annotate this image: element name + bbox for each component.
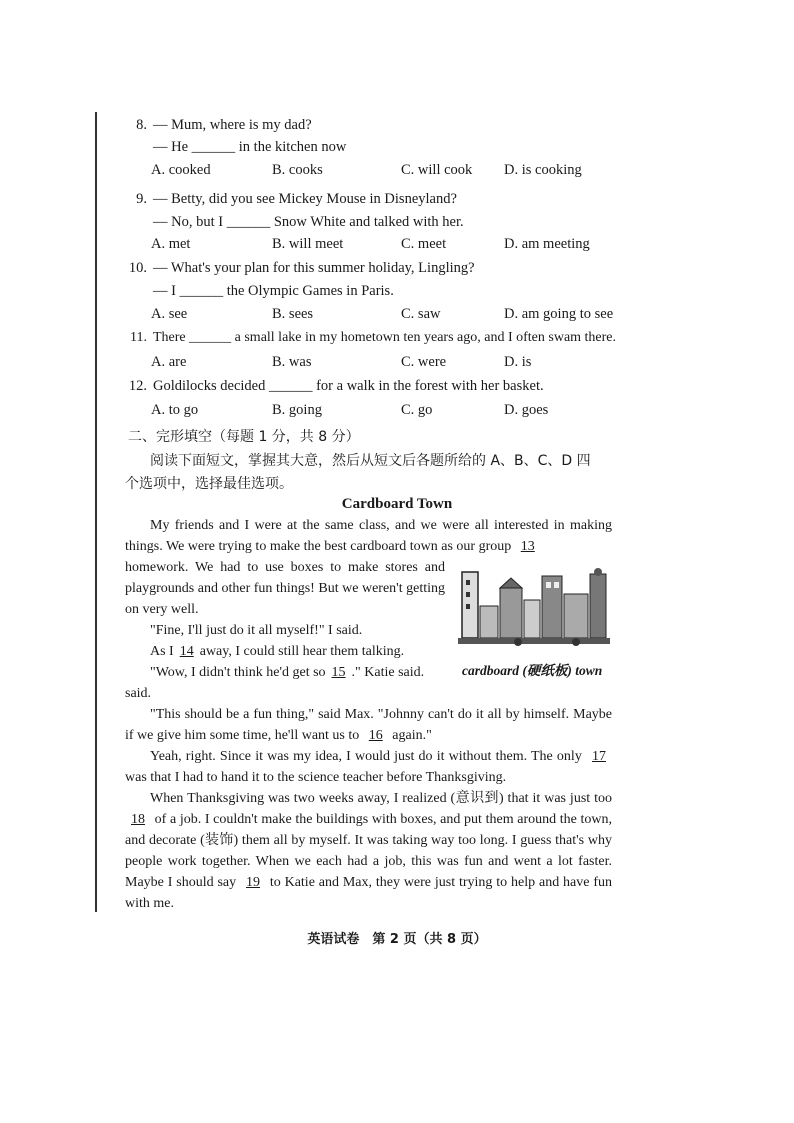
option-d: D. is: [504, 354, 532, 370]
option-a: A. to go: [151, 402, 199, 418]
question-11: 11. There ______ a small lake in my hometown ten years ago, and I often swam there.: [130, 330, 617, 345]
passage-paragraph: "This should be a fun thing," said Max. "Johnny can't do it all by himself. Maybe if we give him some time, he'll want us to 16 again.": [125, 707, 612, 743]
passage-paragraph: As I 14 away, I could still hear them talking.: [150, 644, 405, 659]
page-footer: 英语试卷 第 2 页（共 8 页）: [307, 932, 487, 947]
question-line: — Mum, where is my dad?: [153, 117, 312, 133]
blank-17: 17: [592, 749, 606, 764]
passage-paragraph: Yeah, right. Since it was my idea, I would just do it without them. The only 17 was that I had to hand it to the science teacher before Thanksgiving.: [125, 746, 612, 788]
passage-paragraph: said.: [125, 686, 152, 701]
option-c: C. saw: [401, 306, 441, 322]
question-line: — No, but I ______ Snow White and talked with her.: [153, 214, 464, 230]
option-d: D. goes: [504, 402, 549, 418]
option-a: A. cooked: [151, 162, 211, 178]
blank-19: 19: [245, 875, 260, 890]
question-line: There ______ a small lake in my hometown ten years ago, and I often swam there.: [153, 330, 617, 345]
option-b: B. going: [272, 402, 322, 418]
option-b: B. sees: [272, 306, 314, 322]
option-c: C. meet: [401, 236, 447, 252]
option-c: C. will cook: [401, 162, 473, 178]
passage-paragraph: My friends and I were at the same class, and we were all interested in making things. We were trying to make the best cardboard town as our group 13: [125, 518, 612, 554]
option-b: B. will meet: [272, 236, 344, 252]
question-line: — Betty, did you see Mickey Mouse in Disneyland?: [153, 191, 457, 207]
option-a: A. are: [151, 354, 187, 370]
passage-paragraph: homework. We had to use boxes to make stores and playgrounds and other fun things! But we weren't getting on very well.: [125, 560, 445, 617]
section-heading: 二、完形填空（每题 1 分，共 8 分）: [128, 429, 360, 445]
blank-14: 14: [179, 644, 194, 659]
blank-18: 18: [131, 812, 145, 827]
passage-paragraph: When Thanksgiving was two weeks away, I realized (意识到) that it was just too 18 of a job. I couldn't make the buildings with boxes, and put them around the town, and decorate (装饰) them all by myself. It was taking way too long. I guess that's why people work together. When we each had a job, this was fun and went a lot faster. Maybe I should say 19 to Katie and Max, they were just trying to help and have fun with me.: [125, 791, 613, 911]
passage-title: Cardboard Town: [341, 496, 453, 512]
question-line: — What's your plan for this summer holiday, Lingling?: [153, 260, 475, 276]
cardboard-town-image: [458, 566, 610, 648]
question-9: 9. — Betty, did you see Mickey Mouse in Disneyland?: [136, 191, 457, 207]
option-d: D. am meeting: [504, 236, 590, 252]
option-c: C. were: [401, 354, 447, 370]
blank-13: 13: [520, 539, 535, 554]
option-d: D. is cooking: [504, 162, 582, 178]
blank-16: 16: [368, 728, 383, 743]
question-line: Goldilocks decided ______ for a walk in the forest with her basket.: [153, 378, 544, 394]
passage-paragraph: "Wow, I didn't think he'd get so 15 ." Katie said.: [150, 665, 425, 680]
question-12: 12. Goldilocks decided ______ for a walk in the forest with her basket.: [128, 378, 544, 394]
option-a: A. see: [151, 306, 188, 322]
option-d: D. am going to see: [504, 306, 614, 322]
question-line: — I ______ the Olympic Games in Paris.: [153, 283, 394, 299]
blank-15: 15: [331, 665, 346, 680]
image-caption: cardboard (硬纸板) town: [462, 663, 603, 678]
section-instruction: 阅读下面短文，掌握其大意，然后从短文后各题所给的 A、B、C、D 四: [150, 453, 591, 469]
question-8: 8. — Mum, where is my dad?: [136, 117, 312, 133]
option-a: A. met: [151, 236, 191, 252]
option-b: B. cooks: [272, 162, 323, 178]
section-instruction: 个选项中，选择最佳选项。: [125, 476, 293, 492]
passage-paragraph: "Fine, I'll just do it all myself!" I said.: [150, 623, 363, 638]
option-b: B. was: [272, 354, 312, 370]
question-line: — He ______ in the kitchen now: [153, 139, 347, 155]
option-c: C. go: [401, 402, 433, 418]
question-10: 10. — What's your plan for this summer holiday, Lingling?: [128, 260, 475, 276]
